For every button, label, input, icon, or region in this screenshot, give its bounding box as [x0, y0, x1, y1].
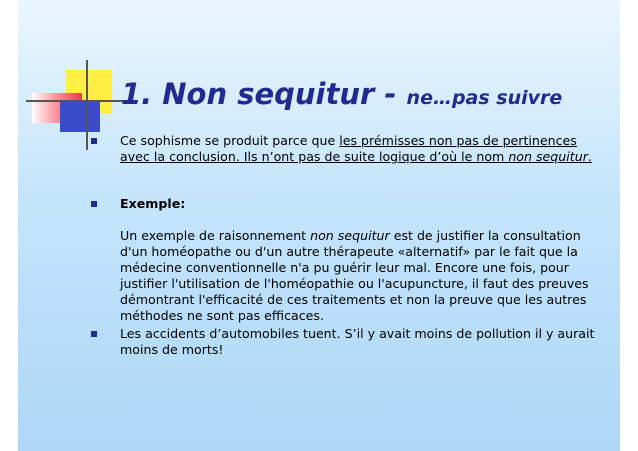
accidents-text: Les accidents d’automobiles tuent. S’il y avait moins de pollution il y aurait moins de morts! — [120, 326, 595, 357]
bullet-item-accidents — [82, 326, 602, 358]
decor-blue-square — [60, 100, 100, 132]
example-body: est de justifier la consultation d'un homéopathe ou d'un autre thérapeute «alternatif» par le fait que la médecine conventionnelle n'a pu guérir leur mal. Encore une fois, pour justifier l'utilisation de l'homéopathie ou l'acupuncture, il faut des preuves démontrant l'efficacité de ces traitements et non la preuve que les autres méthodes ne sont pas efficaces. — [120, 228, 589, 323]
definition-underlined: les prémisses non pas de pertinences avec la conclusion. Ils n’ont pas de suite logique d’où le nom — [120, 133, 577, 164]
definition-term: non sequitur — [508, 149, 588, 164]
slide-title — [121, 74, 562, 112]
bullet-item-definition — [82, 133, 602, 165]
example-heading: Exemple: — [120, 196, 186, 211]
bullet-item-example — [82, 196, 602, 324]
example-intro: Un exemple de raisonnement — [120, 228, 311, 243]
definition-end: . — [587, 149, 592, 164]
slide — [18, 0, 620, 451]
example-paragraph — [120, 228, 602, 324]
title-main: 1. Non sequitur - — [121, 77, 407, 111]
bullet-list — [82, 133, 602, 358]
bullet-square-icon — [91, 201, 97, 207]
bullet-square-icon — [91, 331, 97, 337]
bullet-square-icon — [91, 138, 97, 144]
title-subtitle: ne…pas suivre — [406, 87, 563, 109]
example-term: non sequitur — [310, 228, 390, 243]
definition-intro: Ce sophisme se produit parce que — [120, 133, 340, 148]
